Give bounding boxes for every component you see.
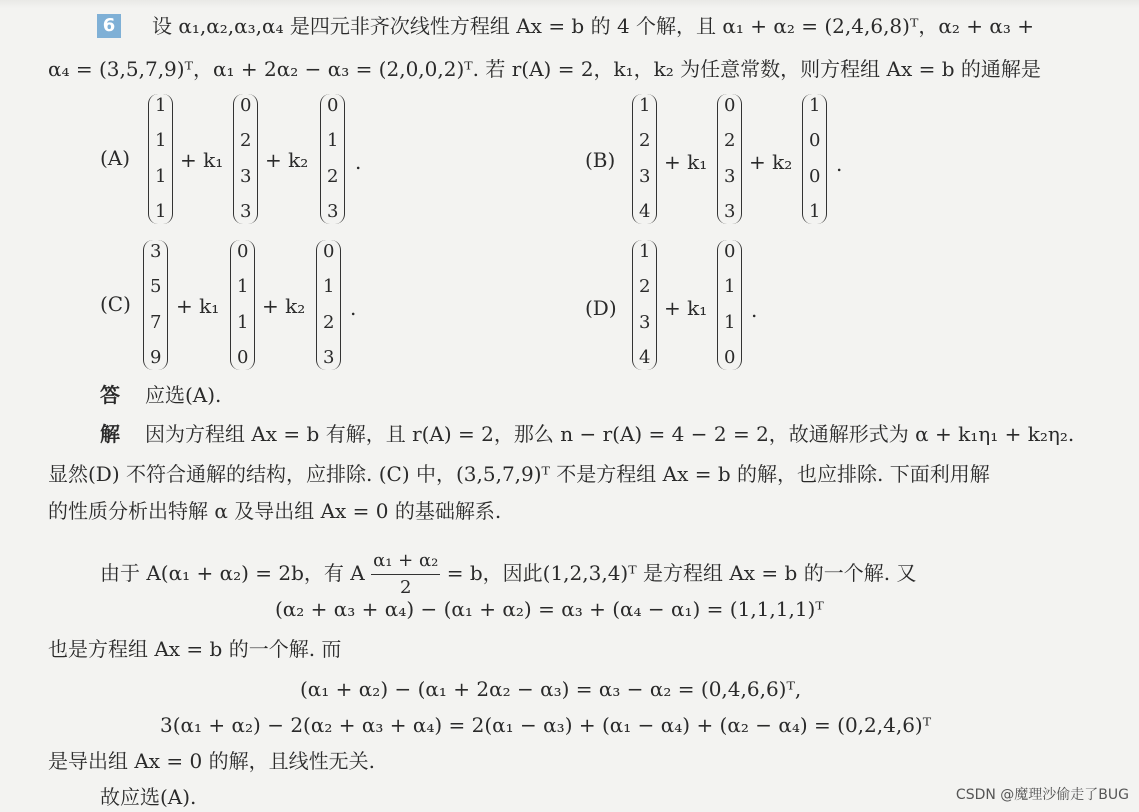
csdn-watermark: CSDN @魔理沙偷走了BUG bbox=[955, 787, 1129, 803]
equation-2: (α₁ + α₂) − (α₁ + 2α₂ − α₃) = α₃ − α₂ = (0,4,6,6)ᵀ, bbox=[300, 677, 802, 701]
option-c-vector-eta2: 0 1 2 3 bbox=[316, 240, 341, 370]
option-c-vector-eta1: 0 1 1 0 bbox=[230, 240, 255, 370]
option-a-k1: + k₁ bbox=[180, 148, 224, 172]
answer-text: 应选(A). bbox=[145, 383, 222, 407]
answer-label: 答 bbox=[100, 383, 120, 407]
problem-stem-line-1: 设 α₁,α₂,α₃,α₄ 是四元非齐次线性方程组 Ax = b 的 4 个解，且 α₁ + α₂ = (2,4,6,8)ᵀ，α₂ + α₃ + bbox=[152, 14, 1034, 38]
option-b-vector-eta1: 0 2 3 3 bbox=[717, 94, 742, 224]
solution-line-7: 故应选(A). bbox=[100, 785, 197, 809]
option-c-label: (C) bbox=[100, 292, 131, 316]
document-page: 6 设 α₁,α₂,α₃,α₄ 是四元非齐次线性方程组 Ax = b 的 4 个解，且 α₁ + α₂ = (2,4,6,8)ᵀ，α₂ + α₃ + α₄ = (3,5,7,9)ᵀ，α₁ + 2α₂ − α₃ = (2,0,0,2)ᵀ. 若 r(A) = 2，k₁，k₂ 为任意常数，则方程组 Ax = b 的通解是 (A) 1 1 1 1 + k₁ 0 2 3 3 + k₂ 0 1 2 3 . (B) 1 2 3 4 + k₁ 0 2 3 3 + k₂ 1 0 0 1 . (C) 3 5 7 9 + k₁ 0 1 1 0 + k₂ 0 1 2 3 . (D) 1 2 3 4 + k₁ 0 1 1 0 . 答 应选(A). 解 因为方程组 Ax = b 有解，且 r(A) = 2，那么 n − r(A) = 4 − 2 = 2，故通解形式为 α + k₁η₁ + k₂η₂. 显然(D) 不符合通解的结构，应排除. (C) 中，(3,5,7,9)ᵀ 不是方程组 Ax = b 的解，也应排除. 下面利用解 的性质分析出特解 α 及导出组 Ax = 0 的基础解系. 由于 A(α₁ + α₂) = 2b，有 A $\frac{\text{α₁ + α₂}}{2}$ = b，因此(1,2,3,4)ᵀ 是方程组 Ax = b 的一个解. 又 (α₂ + α₃ + α₄) − (α₁ + α₂) = α₃ + (α₄ − α₁) = (1,1,1,1)ᵀ 也是方程组 Ax = b 的一个解. 而 (α₁ + α₂) − (α₁ + 2α₂ − α₃) = α₃ − α₂ = (0,4,6,6)ᵀ, 3(α₁ + α₂) − 2(α₂ + α₃ + α₄) = 2(α₁ − α₃) + (α₁ − α₄) + (α₂ − α₄) = (0,2,4,6)ᵀ 是导出组 Ax = 0 的解，且线性无关. 故应选(A). CSDN @魔理沙偷走了BUG bbox=[0, 0, 1139, 812]
option-d-k1: + k₁ bbox=[664, 296, 708, 320]
solution-line-4: 由于 A(α₁ + α₂) = 2b，有 A $\frac{\text{α₁ + α₂}}{2}$ = b，因此(1,2,3,4)ᵀ 是方程组 Ax = b 的一个解. 又 bbox=[100, 548, 916, 601]
solution-line-1: 因为方程组 Ax = b 有解，且 r(A) = 2，那么 n − r(A) = 4 − 2 = 2，故通解形式为 α + k₁η₁ + k₂η₂. bbox=[145, 422, 1075, 446]
option-b-vector-eta2: 1 0 0 1 bbox=[802, 94, 827, 224]
option-a-vector-eta1: 0 2 3 3 bbox=[233, 94, 258, 224]
equation-1: (α₂ + α₃ + α₄) − (α₁ + α₂) = α₃ + (α₄ − α₁) = (1,1,1,1)ᵀ bbox=[275, 597, 824, 621]
option-b-vector-particular: 1 2 3 4 bbox=[632, 94, 657, 224]
option-b-k2: + k₂ bbox=[749, 150, 793, 174]
option-a-label: (A) bbox=[100, 146, 131, 170]
option-b-k1: + k₁ bbox=[664, 150, 708, 174]
option-d-vector-eta1: 0 1 1 0 bbox=[717, 240, 742, 370]
option-c-vector-particular: 3 5 7 9 bbox=[143, 240, 168, 370]
equation-3: 3(α₁ + α₂) − 2(α₂ + α₃ + α₄) = 2(α₁ − α₃) + (α₁ − α₄) + (α₂ − α₄) = (0,2,4,6)ᵀ bbox=[160, 713, 932, 737]
option-a-k2: + k₂ bbox=[265, 148, 309, 172]
fraction: $\frac{\text{α₁ + α₂}}{2}$ bbox=[373, 550, 439, 598]
option-d-label: (D) bbox=[585, 296, 617, 320]
problem-number-badge: 6 bbox=[97, 14, 121, 38]
solution-line-6: 是导出组 Ax = 0 的解，且线性无关. bbox=[48, 749, 375, 773]
option-b-label: (B) bbox=[585, 148, 616, 172]
option-c-k2: + k₂ bbox=[262, 294, 306, 318]
solution-line-5: 也是方程组 Ax = b 的一个解. 而 bbox=[48, 637, 342, 661]
cropped-top-edge bbox=[0, 0, 1139, 8]
problem-stem-line-2: α₄ = (3,5,7,9)ᵀ，α₁ + 2α₂ − α₃ = (2,0,0,2)ᵀ. 若 r(A) = 2，k₁，k₂ 为任意常数，则方程组 Ax = b 的通解是 bbox=[48, 57, 1041, 81]
option-c-k1: + k₁ bbox=[176, 294, 220, 318]
option-d-vector-particular: 1 2 3 4 bbox=[632, 240, 657, 370]
solution-label: 解 bbox=[100, 422, 120, 446]
option-a-vector-eta2: 0 1 2 3 bbox=[320, 94, 345, 224]
solution-line-3: 的性质分析出特解 α 及导出组 Ax = 0 的基础解系. bbox=[48, 499, 502, 523]
solution-line-2: 显然(D) 不符合通解的结构，应排除. (C) 中，(3,5,7,9)ᵀ 不是方程组 Ax = b 的解，也应排除. 下面利用解 bbox=[48, 462, 990, 486]
option-a-vector-particular: 1 1 1 1 bbox=[148, 94, 173, 224]
